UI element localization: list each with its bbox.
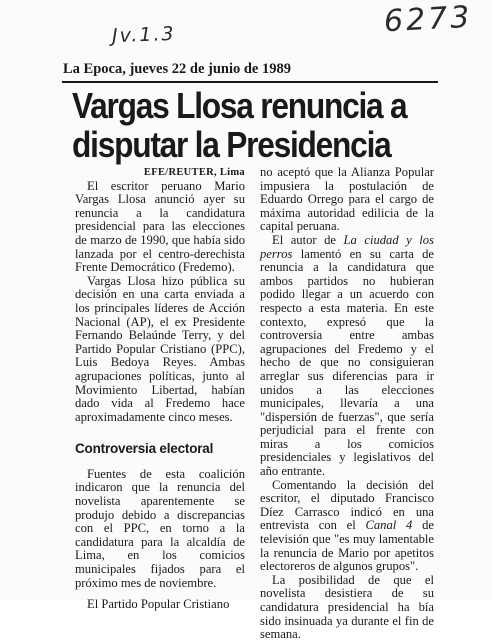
article-paragraph: La posibilidad de que el novelista desistiera de su candidatura presidencial ha bía sido insinuada ya durante el fin de semana. [260, 572, 434, 642]
article-paragraph: El escritor peruano Mario Vargas Llosa anunció ayer su renuncia a la candidatura presidencial para las elecciones de marzo de 1990, que había sido lanzada por el centro-derechista Frente Democrático (Fredemo). [75, 178, 245, 275]
article-paragraph: El autor de La ciudad y los perros lamentó en su carta de renuncia a la candidatura que ambos partidos no hubieran podido llegar a un acuerdo con respecto a esta materia. En este contexto, expresó que la controversia entre ambas agrupaciones del Fredemo y el hecho de que no consiguieran arreglar sus diferencias para ir unidos a las elecciones municipales, llevaría a una "dispersión de fuerzas", que sería perjudicial para el frente con miras a los comicios presidenciales y legislativos del año entrante. [260, 232, 434, 479]
article-paragraph: Vargas Llosa hizo pública su decisión en una carta enviada a los principales líderes de Acción Nacional (AP), el ex Presidente Fernando Belaúnde Terry, y del Partido Popular Cristiano (PPC), Luis Bedoya Reyes. Ambas agrupaciones políticas, junto al Movimiento Libertad, habían dado vida al Fredemo hace aproximadamente cinco meses. [75, 273, 245, 424]
article-column-left [75, 166, 245, 612]
article-column-right [260, 166, 434, 642]
article-paragraph: Comentando la decisión del escritor, el diputado Francisco Díez Carrasco indicó en una entrevista con el Canal 4 de televisión que "es muy lamentable la renuncia de Mario por apetitos electoreros de algunos grupos". [260, 477, 434, 574]
section-subheading: Controversia electoral [75, 441, 214, 457]
handwritten-date: Jv.1.3 [111, 22, 176, 48]
article-headline: Vargas Llosa renuncia a disputar la Presidencia [72, 85, 407, 165]
book-title: La ciudad y los perros [260, 232, 434, 261]
dateline-rule [62, 81, 438, 83]
article-paragraph: El Partido Popular Cristiano [87, 597, 230, 612]
article-byline: EFE/REUTER, Lima [143, 167, 245, 178]
handwritten-archive-number: 6273 [383, 0, 474, 40]
article-paragraph: Fuentes de esta coalición indicaron que la renuncia del novelista aparentemente se produjo debido a discrepancias con el PPC, en torno a la candidatura para la alcaldía de Lima, en los comicios municipales fijados para el próximo mes de noviembre. [75, 466, 245, 590]
tv-channel-name: Canal 4 [365, 518, 413, 533]
publication-dateline: La Epoca, jueves 22 de junio de 1989 [63, 61, 291, 77]
article-paragraph: no aceptó que la Alianza Popular impusiera la postulación de Eduardo Orrego para el cargo de máxima autoridad edilicia de la capital peruana. [260, 165, 434, 234]
